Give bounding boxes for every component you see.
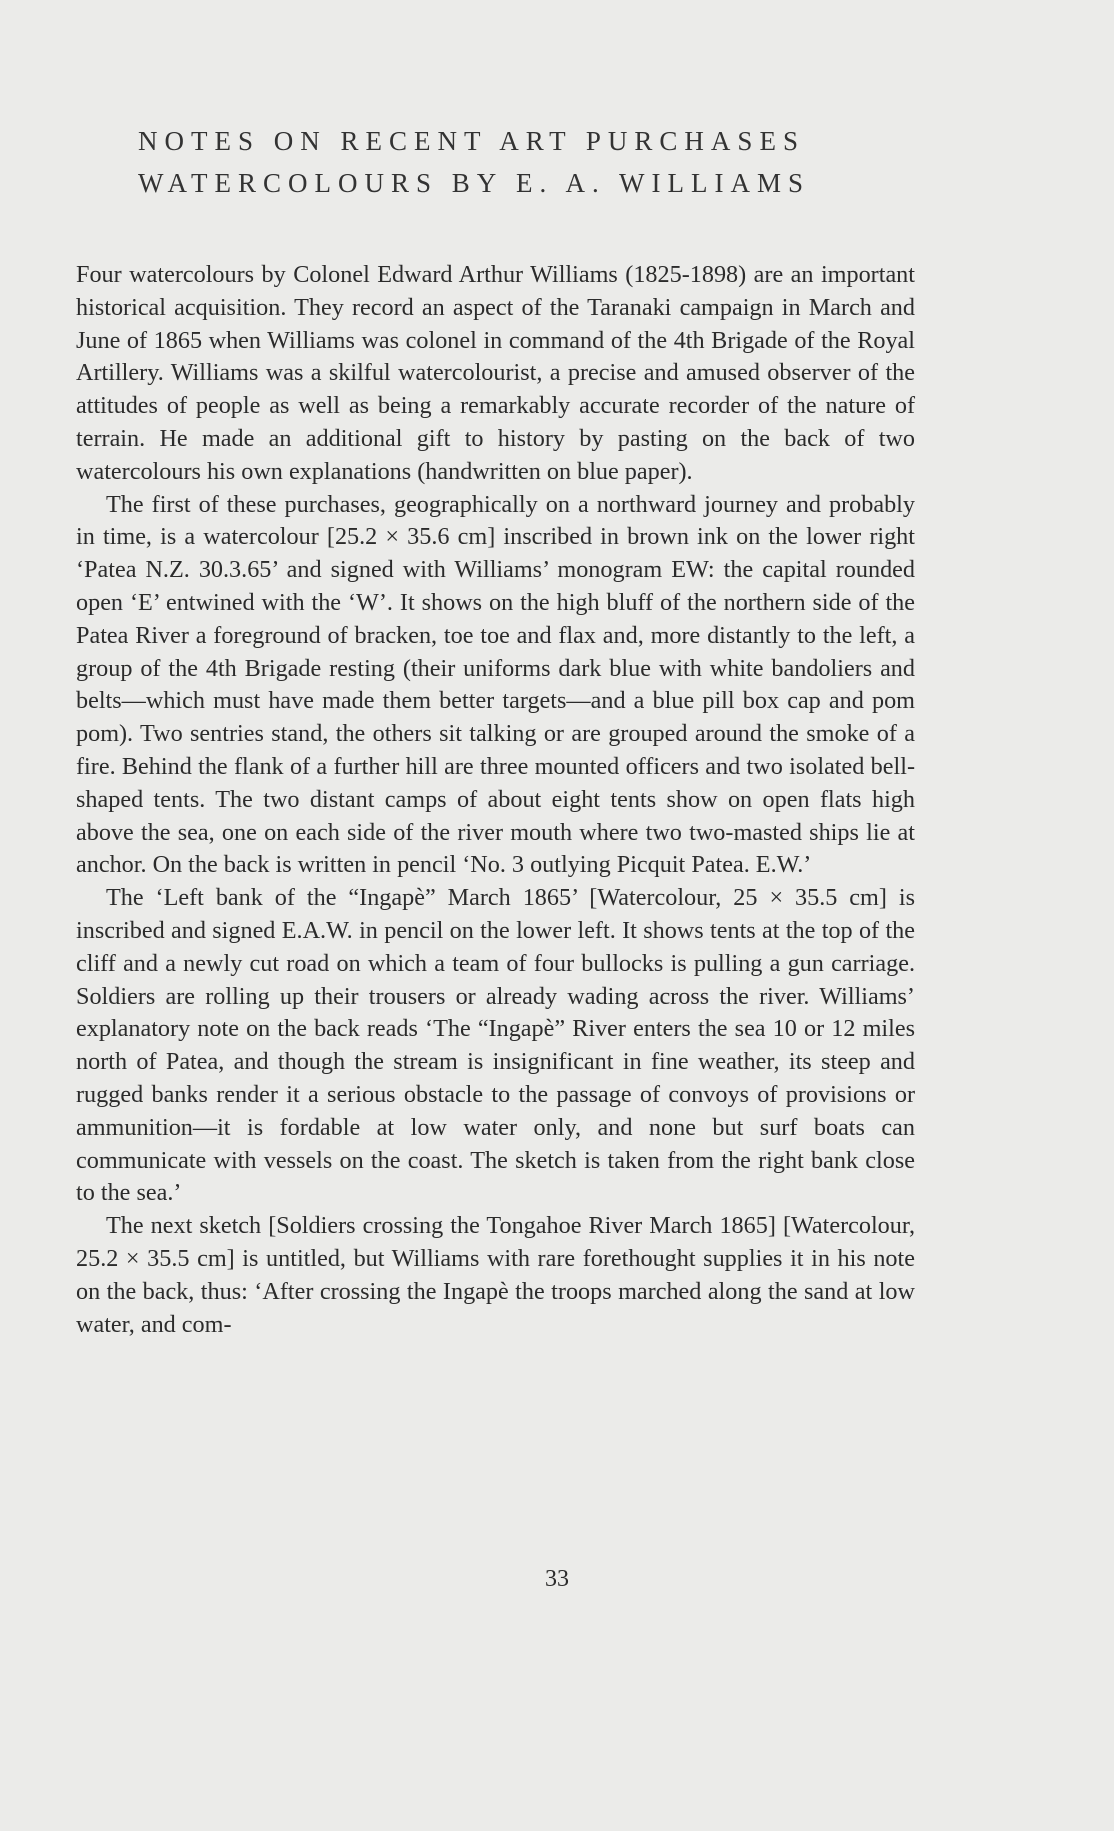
page-number: 33 — [545, 1566, 569, 1592]
paragraph-4: The next sketch [Soldiers crossing the Tongahoe River March 1865] [Watercolour, 25.2 × 35.5 cm] is untitled, but Williams with rare forethought supplies it in his note on the back, thus: ‘After crossing the Ingapè the troops marched along the sand at low water, and com- — [76, 1212, 915, 1338]
paragraph-2: The first of these purchases, geographically on a northward journey and probably in time, is a watercolour [25.2 × 35.6 cm] inscribed in brown ink on the lower right ‘Patea N.Z. 30.3.65’ and signed with Williams’ monogram EW: the capital rounded open ‘E’ entwined with the ‘W’. It shows on the high bluff of the northern side of the Patea River a foreground of bracken, toe toe and flax and, more distantly to the left, a group of the 4th Brigade resting (their uniforms dark blue with white bandoliers and belts—which must have made them better targets—and a blue pill box cap and pom pom). Two sentries stand, the others sit talking or are grouped around the smoke of a fire. Behind the flank of a further hill are three mounted officers and two isolated bell-shaped tents. The two distant camps of about eight tents show on open flats high above the sea, one on each side of the river mouth where two two-masted ships lie at anchor. On the back is written in pencil ‘No. 3 outlying Picquit Patea. E.W.’ — [76, 490, 915, 879]
title-line-1: NOTES ON RECENT ART PURCHASES — [138, 126, 805, 156]
paragraph-1: Four watercolours by Colonel Edward Arthur Williams (1825-1898) are an important historical acquisition. They record an aspect of the Taranaki campaign in March and June of 1865 when Williams was colonel in command of the 4th Brigade of the Royal Artillery. Williams was a skilful watercolourist, a precise and amused observer of the attitudes of people as well as being a remarkably accurate recorder of the nature of terrain. He made an additional gift to history by pasting on the back of two watercolours his own explanations (handwritten on blue paper). — [76, 261, 915, 485]
title-line-2: WATERCOLOURS BY E. A. WILLIAMS — [138, 168, 811, 198]
article — [76, 120, 915, 1341]
article-body — [76, 259, 915, 1341]
paragraph-3: The ‘Left bank of the “Ingapè” March 1865’ [Watercolour, 25 × 35.5 cm] is inscribed and signed E.A.W. in pencil on the lower left. It shows tents at the top of the cliff and a newly cut road on which a team of four bullocks is pulling a gun carriage. Soldiers are rolling up their trousers or already wading across the river. Williams’ explanatory note on the back reads ‘The “Ingapè” River enters the sea 10 or 12 miles north of Patea, and though the stream is insignificant in fine weather, its steep and rugged banks render it a serious obstacle to the passage of convoys of provisions or ammunition—it is fordable at low water only, and none but surf boats can communicate with vessels on the coast. The sketch is taken from the right bank close to the sea.’ — [76, 884, 915, 1207]
article-title — [138, 120, 915, 204]
